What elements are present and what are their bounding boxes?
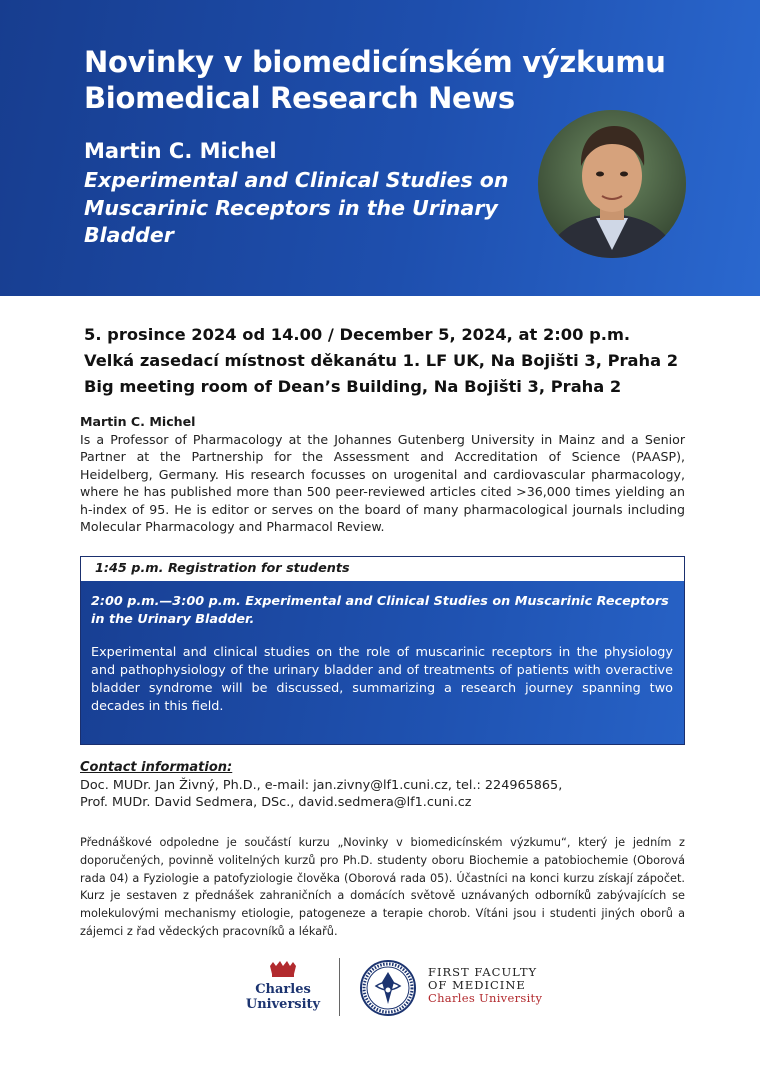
speaker-photo [538, 110, 686, 258]
event-series-title [84, 44, 666, 116]
talk-title-line: Bladder [84, 223, 174, 247]
charles-university-logo-text [236, 982, 330, 1012]
title-english: Biomedical Research News [84, 81, 515, 115]
event-venue-english: Big meeting room of Dean’s Building, Na Bojišti 3, Praha 2 [84, 377, 622, 396]
cu-name-line: University [245, 997, 321, 1012]
talk-block [81, 581, 684, 744]
ff-line: FIRST FACULTY [428, 965, 538, 979]
ff-university-line: Charles University [428, 991, 543, 1005]
registration-time: 1:45 p.m. Registration for students [95, 561, 350, 576]
bio-text: Is a Professor of Pharmacology at the Johannes Gutenberg University in Mainz and a Senior Partner at the Partnership for the Assessment and Accreditation of Science (PAASP), Heidelberg, Germany. His research focusses on urogenital and cardiovascular pharmacology, where he has published more than 500 peer-reviewed articles cited >36,000 times yielding an h-index of 95. He is editor or serves on the board of many pharmacological journals including Molecular Pharmacology and Pharmacol Review. [80, 432, 685, 535]
talk-title-line: Muscarinic Receptors in the Urinary [84, 195, 498, 220]
talk-title-line: Experimental and Clinical Studies on [84, 168, 509, 192]
event-details [84, 322, 724, 400]
cu-name-line: Charles [255, 982, 311, 997]
ff-line: OF MEDICINE [428, 978, 526, 992]
contact-line-1: Doc. MUDr. Jan Živný, Ph.D., e-mail: jan.zivny@lf1.cuni.cz, tel.: 224965865, [80, 778, 563, 793]
contact-line-2: Prof. MUDr. David Sedmera, DSc., david.sedmera@lf1.cuni.cz [80, 795, 472, 810]
event-venue-czech: Velká zasedací místnost děkanátu 1. LF UK, Na Bojišti 3, Praha 2 [84, 351, 679, 370]
talk-time-title: 2:00 p.m.—3:00 p.m. Experimental and Clinical Studies on Muscarinic Receptors in the Urinary Bladder. [91, 594, 669, 627]
bio-name: Martin C. Michel [80, 414, 196, 429]
title-czech: Novinky v biomedicínském výzkumu [84, 45, 666, 79]
talk-title [84, 167, 524, 250]
logo-divider [339, 958, 340, 1016]
schedule-box [80, 556, 685, 745]
first-faculty-logo-text [428, 966, 542, 1005]
header-banner [0, 0, 760, 296]
contact-heading: Contact information: [80, 760, 233, 775]
event-date: 5. prosince 2024 od 14.00 / December 5, 2024, at 2:00 p.m. [84, 325, 631, 344]
course-info-paragraph: Přednáškové odpoledne je součástí kurzu „Novinky v biomedicínském výzkumu“, který je jedním z doporučených, povinně volitelných kurzů pro Ph.D. studenty oboru Biochemie a patobiochemie (Oborová rada 04) a Fyziologie a patofyziologie člověka (Oborová rada 05). Účastníci na konci kurzu získají zápočet. Kurz je sestaven z přednášek zahraničních a domácích světově uznávaných odborníků zabývajících se molekulovými mechanismy etiologie, patogeneze a terapie chorob. Vítáni jsou i studenti jiných oborů a zájemci z řad vědeckých pracovníků a lékařů. [80, 836, 685, 938]
speaker-portrait-image [538, 110, 686, 258]
faculty-seal-icon [360, 960, 416, 1016]
talk-description: Experimental and clinical studies on the role of muscarinic receptors in the physiology and pathophysiology of the urinary bladder and of treatments of patients with overactive bladder syndrome will be discussed, summarizing a research journey spanning two decades in this field. [91, 645, 673, 714]
speaker-name: Martin C. Michel [84, 139, 277, 163]
